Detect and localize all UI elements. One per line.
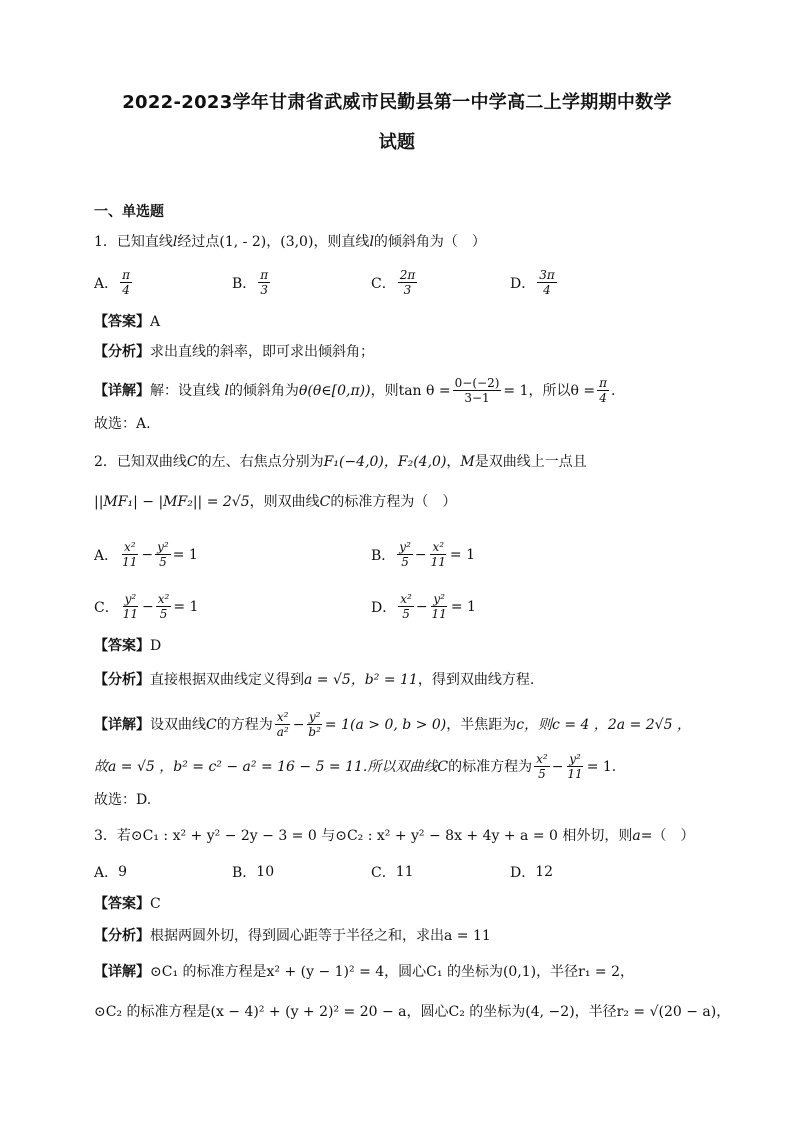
q2-option-c: C． $\frac{\text{y²}}{11}$ − $\frac{\text{x²}}{5}$ = 1 [94, 592, 199, 621]
q1-option-a: A． $\frac{\pi}{4}$ [94, 268, 131, 297]
doc-title-line2: 试题 [378, 132, 416, 153]
q3-answer: 【答案】C [94, 896, 161, 912]
q2-stem-line1: 2．已知双曲线C的左、右焦点分别为F₁(−4,0)，F₂(4,0)，M是双曲线上一点且 [94, 454, 587, 470]
q3-stem: 3．若⊙C₁ : x² + y² − 2y − 3 = 0 与⊙C₂ : x² + y² − 8x + 4y + a = 0 相外切，则a=（ ） [94, 828, 695, 844]
q1-stem: 1．已知直线l经过点(1, - 2)，(3,0)，则直线l的倾斜角为（ ） [94, 234, 486, 250]
q2-detail-line1: 【详解】 设双曲线 C 的方程为 $\frac{\text{x²}}{\text{a²}}$ − $\frac{\text{y²}}{\text{b²}}$ = 1(a > 0, b > 0) ，半焦距为 c ，则c = 4 ，2a = 2√5 ， [94, 710, 691, 739]
q1-detail: 【详解】 解：设直线 l 的倾斜角为 θ(θ∈[0,π)) ，则tan θ = $\frac{0-(-2)}{3-1}$ = 1，所以θ = $\frac{\pi}{4}$ . [94, 376, 616, 405]
q1-answer: 【答案】A [94, 314, 161, 330]
q3-analysis: 【分析】根据两圆外切，得到圆心距等于半径之和，求出a = 11 [94, 928, 491, 944]
q2-option-a: A． $\frac{\text{x²}}{11}$ − $\frac{\text{y²}}{5}$ = 1 [94, 540, 198, 569]
q1-analysis: 【分析】求出直线的斜率，即可求出倾斜角； [94, 344, 374, 360]
q2-option-d: D． $\frac{\text{x²}}{5}$ − $\frac{\text{y²}}{11}$ = 1 [371, 592, 476, 621]
q3-option-a: A． 9 [94, 864, 128, 881]
doc-title-line1: 2022-2023学年甘肃省武威市民勤县第一中学高二上学期期中数学 [122, 92, 672, 113]
q3-option-b: B． 10 [232, 864, 275, 881]
section-heading: 一、单选题 [94, 204, 164, 220]
q2-choose: 故选：D. [94, 792, 152, 808]
q1-choose: 故选：A. [94, 416, 151, 432]
q2-option-b: B． $\frac{\text{y²}}{5}$ − $\frac{\text{x²}}{11}$ = 1 [371, 540, 475, 569]
q2-stem-line2: ||MF₁| − |MF₂|| = 2√5，则双曲线C的标准方程为（ ） [94, 494, 457, 510]
q3-detail-line1: 【详解】⊙C₁ 的标准方程是x² + (y − 1)² = 4，圆心C₁ 的坐标为(0,1)，半径r₁ = 2， [94, 964, 634, 980]
q3-option-c: C． 11 [371, 864, 414, 881]
q3-detail-line2: ⊙C₂ 的标准方程是(x − 4)² + (y + 2)² = 20 − a，圆心C₂ 的坐标为(4, −2)，半径r₂ = √(20 − a)， [94, 1004, 731, 1020]
q1-option-c: C． $\frac{2\pi}{3}$ [371, 268, 416, 297]
q3-option-d: D． 12 [510, 864, 554, 881]
q2-analysis: 【分析】直接根据双曲线定义得到a = √5，b² = 11，得到双曲线方程. [94, 672, 535, 688]
q2-answer: 【答案】D [94, 638, 162, 654]
q2-detail-line2: 故a = √5 ，b² = c² − a² = 16 − 5 = 11.所以双曲线 C 的标准方程为 $\frac{\text{x²}}{5}$ − $\frac{\text{y²}}{11}$ = 1. [94, 752, 617, 781]
q1-option-b: B． $\frac{\pi}{3}$ [232, 268, 269, 297]
q1-option-d: D． $\frac{3\pi}{4}$ [510, 268, 555, 297]
